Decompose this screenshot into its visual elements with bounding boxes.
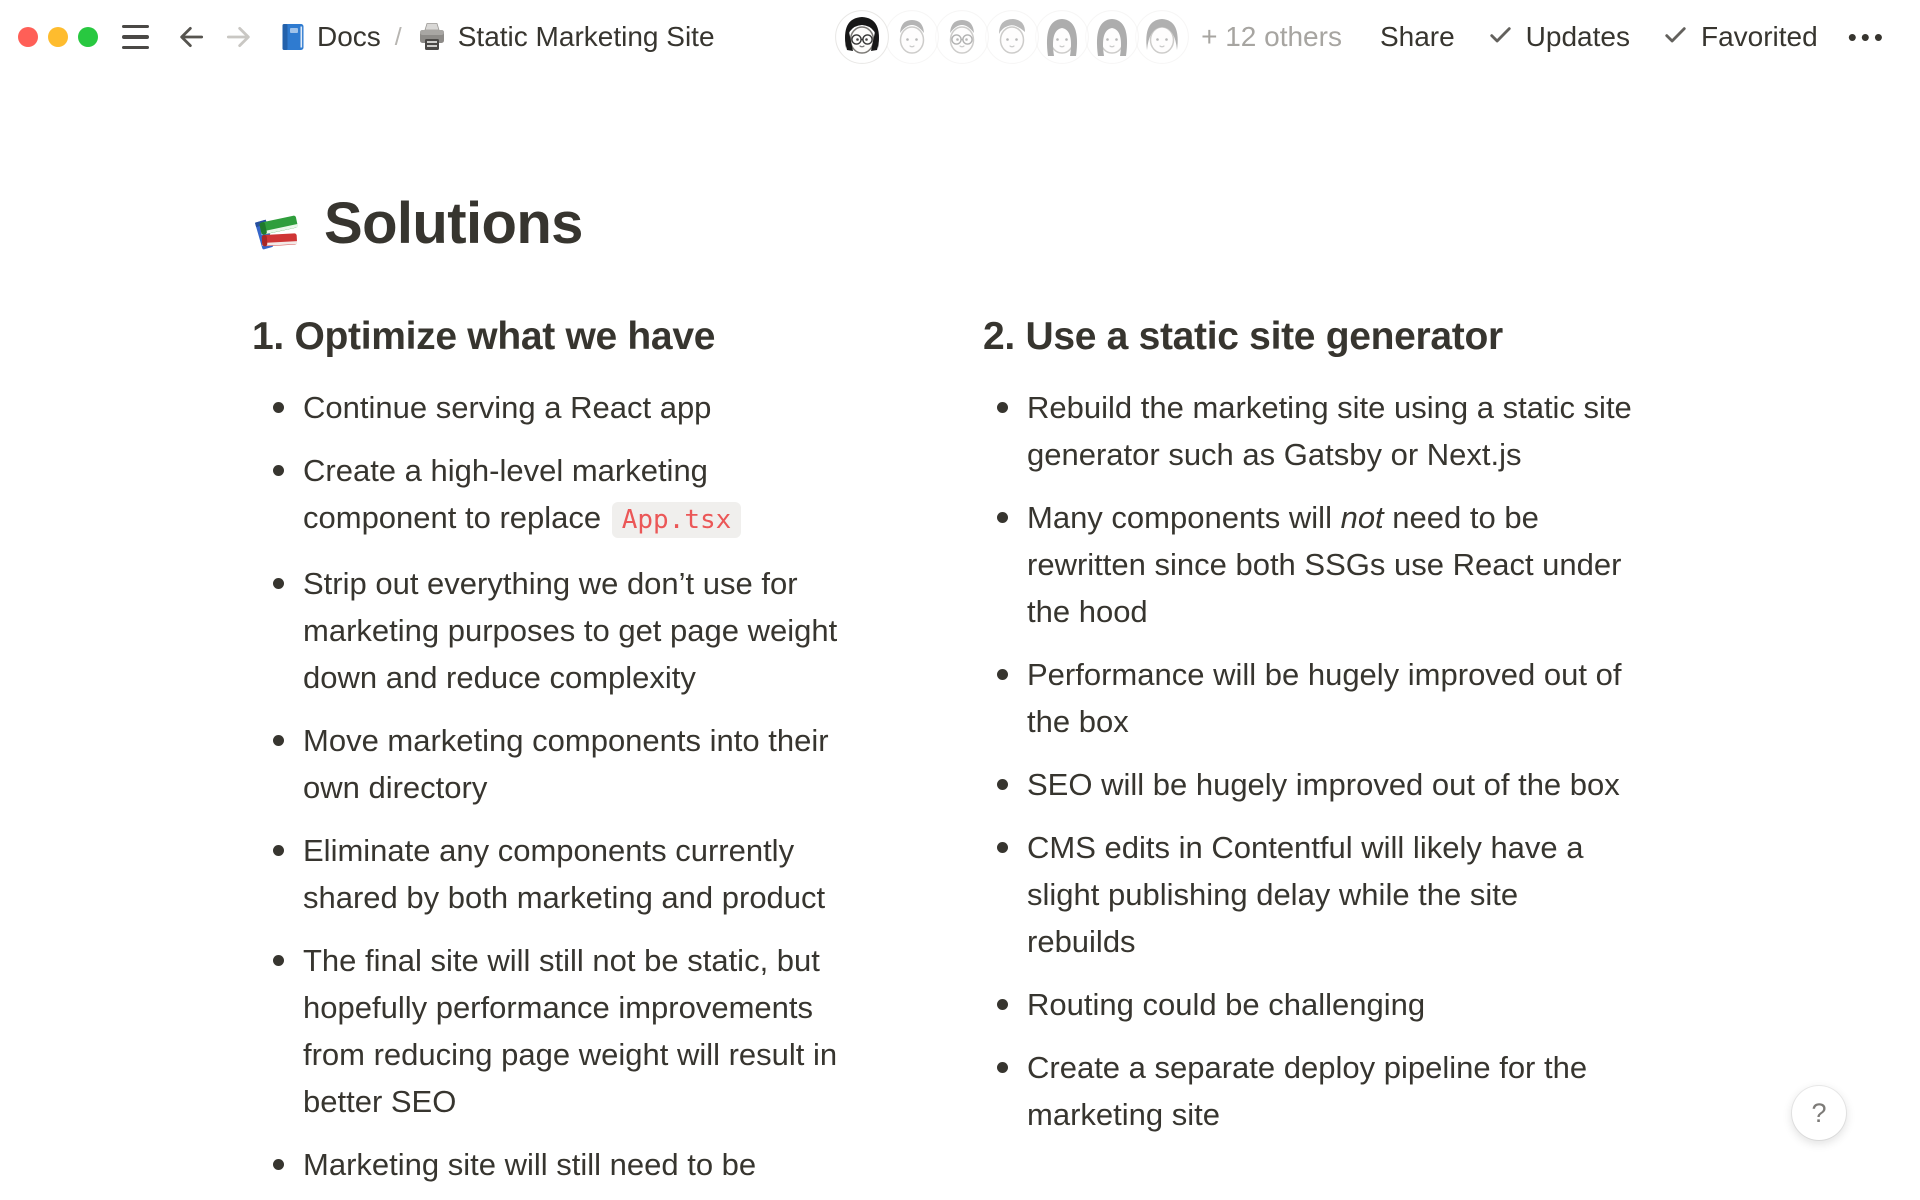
zoom-window-button[interactable] xyxy=(78,27,98,47)
bullet-text: SEO will be hugely improved out of the box xyxy=(1027,767,1620,802)
bullet-item[interactable] xyxy=(983,376,1633,486)
collaborator-avatar[interactable] xyxy=(935,10,989,64)
column-heading[interactable]: 2. Use a static site generator xyxy=(983,315,1503,358)
sidebar-menu-icon[interactable] xyxy=(122,25,149,50)
bullet-text: CMS edits in Contentful will likely have a slight publishing delay while the site rebuilds xyxy=(1027,830,1584,959)
bullet-text: Move marketing components into their own directory xyxy=(303,723,829,805)
top-bar xyxy=(0,0,1920,74)
favorited-button[interactable] xyxy=(1662,21,1818,53)
bullet-text: not xyxy=(1340,500,1384,535)
printer-icon xyxy=(416,22,448,52)
bullet-item[interactable] xyxy=(983,1036,1633,1146)
books-emoji-icon[interactable] xyxy=(252,197,306,251)
bullet-item[interactable] xyxy=(983,973,1633,1036)
bullet-list xyxy=(252,376,848,1196)
bullet-item[interactable] xyxy=(983,486,1633,643)
bullet-text: need to be rewritten since both SSGs use React under the hood xyxy=(1027,500,1622,629)
column-2 xyxy=(983,312,1633,1196)
share-button[interactable]: Share xyxy=(1379,21,1455,52)
page-title[interactable]: Solutions xyxy=(324,191,583,256)
more-options-button[interactable]: ••• xyxy=(1847,21,1887,52)
bullet-text: Performance will be hugely improved out of the box xyxy=(1027,657,1622,739)
close-window-button[interactable] xyxy=(18,27,38,47)
back-arrow-icon[interactable] xyxy=(175,21,207,53)
forward-arrow-icon[interactable] xyxy=(223,21,255,53)
page-body xyxy=(0,192,1920,1196)
collaborators-overflow-count[interactable]: + 12 others xyxy=(1201,21,1342,52)
bullet-text: Create a high-level marketing component to replace xyxy=(303,453,708,535)
collaborator-avatar[interactable] xyxy=(1135,10,1189,64)
bullet-text: Continue serving a React app xyxy=(303,390,712,425)
checkmark-icon xyxy=(1662,21,1689,53)
bullet-item[interactable] xyxy=(983,816,1633,973)
checkmark-icon xyxy=(1487,21,1514,53)
window-controls xyxy=(18,27,98,47)
collaborator-avatar[interactable] xyxy=(1035,10,1089,64)
bullet-text: The final site will still not be static, but hopefully performance improvements from reducing page weight will result in better SEO xyxy=(303,943,838,1119)
inline-code: App.tsx xyxy=(612,502,742,538)
column-1 xyxy=(252,312,848,1196)
updates-label: Updates xyxy=(1525,21,1630,52)
bullet-list xyxy=(983,376,1633,1146)
collaborator-avatar[interactable] xyxy=(885,10,939,64)
blue-book-icon xyxy=(279,22,307,52)
bullet-item[interactable] xyxy=(983,753,1633,816)
breadcrumb xyxy=(279,21,715,53)
breadcrumb-label: Static Marketing Site xyxy=(457,21,715,52)
bullet-text: Strip out everything we don’t use for marketing purposes to get page weight down and reduce complexity xyxy=(303,566,838,695)
collaborator-avatar[interactable] xyxy=(985,10,1039,64)
breadcrumb-label: Docs xyxy=(317,21,381,52)
bullet-item[interactable] xyxy=(252,819,848,929)
bullet-item[interactable] xyxy=(252,552,848,709)
collaborator-avatar[interactable] xyxy=(835,10,889,64)
breadcrumb-item-docs[interactable] xyxy=(279,21,381,53)
bullet-text: Create a separate deploy pipeline for the marketing site xyxy=(1027,1050,1588,1132)
bullet-item[interactable] xyxy=(252,929,848,1133)
bullet-item[interactable] xyxy=(252,439,848,552)
breadcrumb-item-current-page[interactable] xyxy=(416,21,715,53)
favorited-label: Favorited xyxy=(1700,21,1818,52)
avatar-stack[interactable] xyxy=(835,10,1189,64)
collaborator-avatar[interactable] xyxy=(1085,10,1139,64)
bullet-item[interactable] xyxy=(252,1133,848,1196)
updates-button[interactable] xyxy=(1487,21,1630,53)
help-button[interactable]: ? xyxy=(1792,1086,1846,1140)
bullet-text: Marketing site will still need to be xyxy=(303,1147,757,1182)
bullet-item[interactable] xyxy=(983,643,1633,753)
bullet-item[interactable] xyxy=(252,709,848,819)
breadcrumb-separator: / xyxy=(394,22,402,51)
bullet-text: Eliminate any components currently shared by both marketing and product xyxy=(303,833,826,915)
bullet-text: Rebuild the marketing site using a static site generator such as Gatsby or Next.js xyxy=(1027,390,1632,472)
bullet-text: Routing could be challenging xyxy=(1027,987,1426,1022)
two-column-layout xyxy=(252,312,1920,1196)
column-heading[interactable]: 1. Optimize what we have xyxy=(252,315,716,358)
bullet-text: Many components will xyxy=(1027,500,1341,535)
minimize-window-button[interactable] xyxy=(48,27,68,47)
bullet-item[interactable] xyxy=(252,376,848,439)
